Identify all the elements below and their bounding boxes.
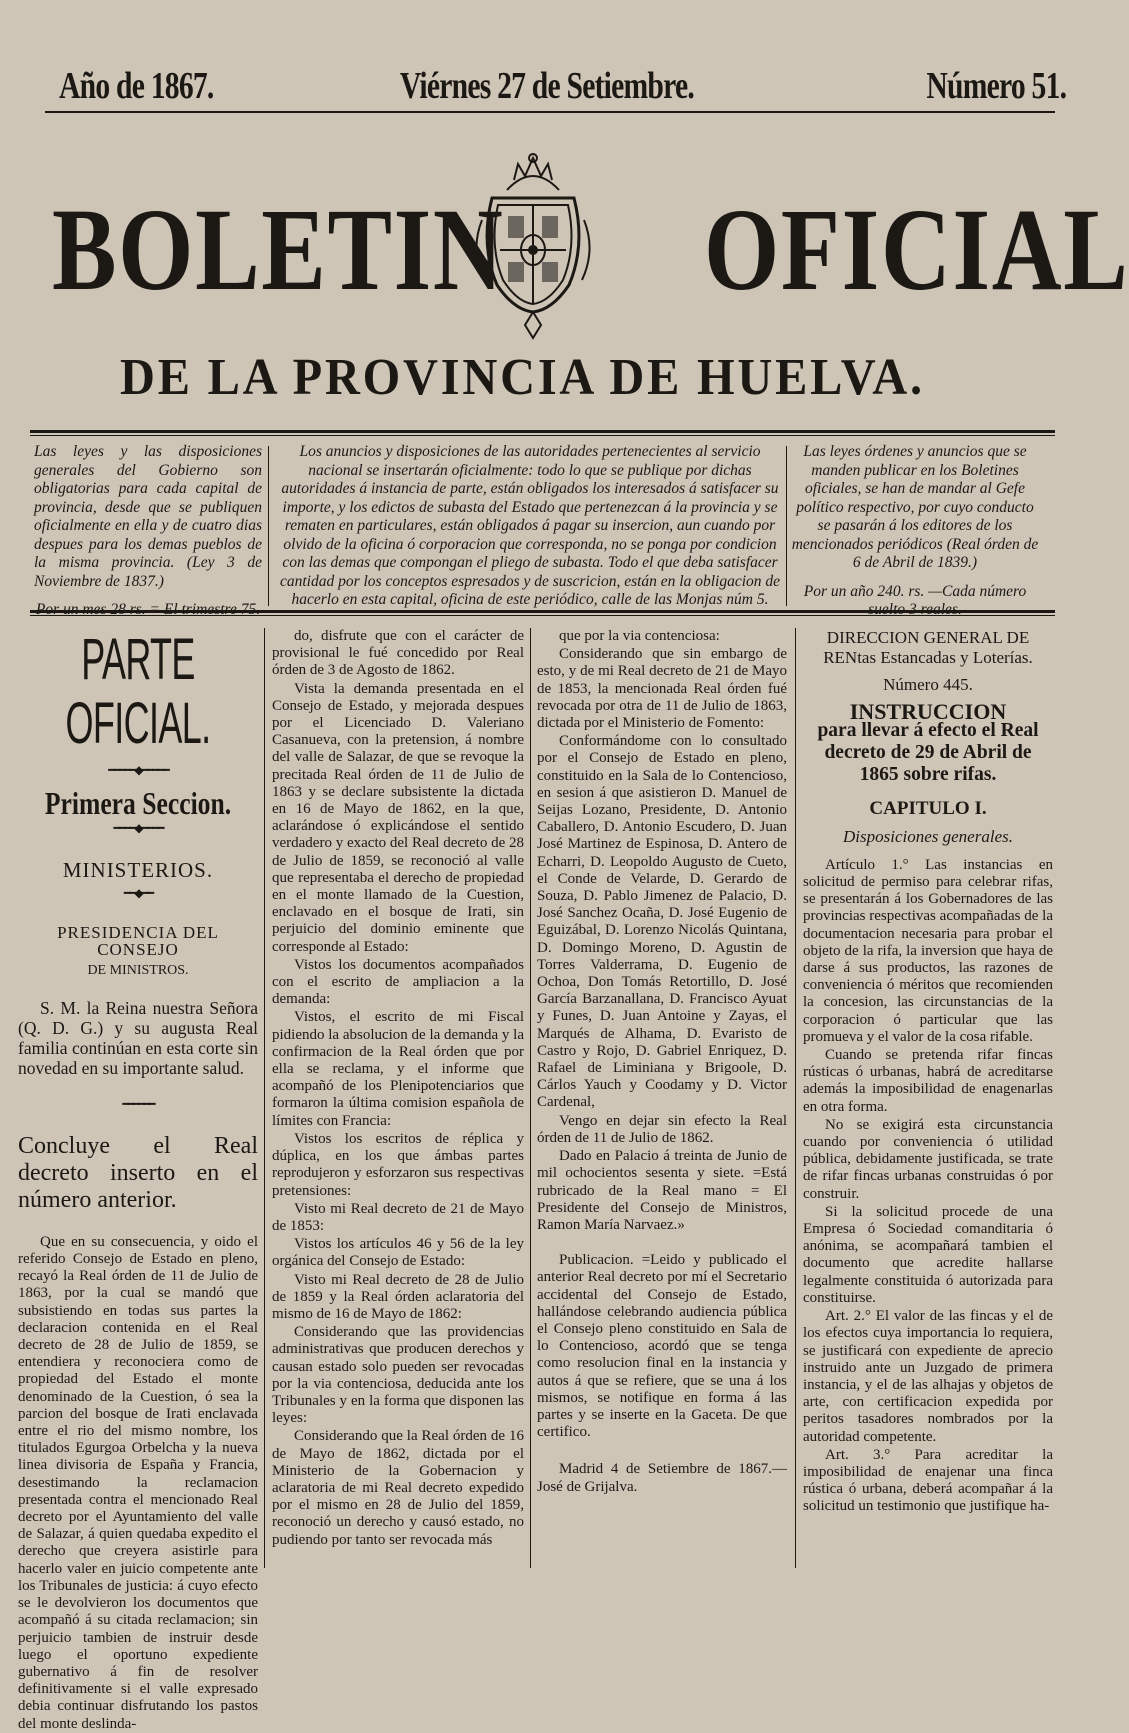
ornament: ━━━━◆━━━━ — [113, 821, 163, 836]
notice-laws-text: Las leyes y las disposiciones generales del Gobierno son obligatorias para cada capital de provincia, desde que se publiquen oficialmente en ella y de cuatro dias despues para los demas pueblos de la misma provincia. (Ley 3 de Noviembre de 1837.) — [34, 443, 262, 590]
royal-health-notice: S. M. la Reina nuestra Señora (Q. D. G.) y su augusta Real familia continúan en esta corte sin novedad en su importante salud. — [18, 997, 258, 1078]
paragraph: Visto mi Real decreto de 28 de Julio de 1859 y la Real órden aclaratoria del mismo de 16 de Mayo de 1862: — [272, 1271, 524, 1322]
issue-year: Año de 1867. — [59, 65, 214, 107]
signature: Madrid 4 de Setiembre de 1867.— José de Grijalva. — [537, 1461, 787, 1495]
coat-of-arms-icon — [462, 150, 604, 340]
paragraph: Artículo 1.° Las instancias en solicitud de permiso para celebrar rifas, se presentarán á los Gobernadores de las provincias respectivas acompañadas de la documentacion necesaria para probar el objeto de la rifa, la inversion que haya de darse á sus productos, las razones de conveniencia ó méritos que recomienden la concesion, las circunstancias de la corporacion ó particular que las promueva y el valor de la cosa rifable. — [803, 856, 1053, 1045]
divider — [30, 430, 1055, 433]
divider — [795, 628, 796, 1568]
directorate-heading: DIRECCION GENERAL DE RENtas Estancadas y Loterías. — [823, 628, 1033, 667]
paragraph: No se exigirá esta circunstancia cuando por conveniencia ó utilidad pública, debidamente justificada, se trate de rifar fincas urbanas construidas ó por construir. — [803, 1116, 1053, 1202]
issue-number: Número 51. — [926, 65, 1067, 107]
publication-note: Publicacion. =Leido y publicado el anterior Real decreto por mí el Secretario accidental del Consejo de Estado, hallándose celebrando audiencia pública el Consejo pleno constituido en Sala de lo Contencioso, acordó que se tenga como resolucion final en la instancia y autos á que se refiere, que se una á los mismos, se notifique en forma á las partes y se inserte en la Gaceta. De que certifico. — [537, 1252, 787, 1441]
ornament: ━━◆━━ — [123, 885, 153, 900]
paragraph: Vista la demanda presentada en el Consejo de Estado, y mejorada despues por el Licenciado D. Valeriano Casanueva, con la pretension, á nombre del valle de Salazar, de que se revoque la precitada Real órden de 11 de Julio de 1863 y se declare subsistente la dictada en 16 de Mayo de 1862, en la que, aclarándose ó explicándose el sentido verdadero y exacto del Real decreto de 28 de Julio de 1859, se reconoció al valle que representaba el derecho de propiedad en el monte llamado de la Cuestion, enclavado en el bosque de Irati, sin perjuicio del dominio eminente que corresponde al Estado: — [272, 680, 524, 955]
newspaper-subtitle: DE LA PROVINCIA DE HUELVA. — [120, 349, 925, 406]
paragraph: Vengo en dejar sin efecto la Real órden de 11 de Julio de 1862. — [537, 1112, 787, 1146]
divider — [30, 610, 1055, 613]
section-subheading: Primera Seccion. — [44, 785, 232, 822]
decree-heading: Concluye el Real decreto inserto en el número anterior. — [18, 1132, 258, 1213]
paragraph: Visto mi Real decreto de 21 de Mayo de 1853: — [272, 1200, 524, 1234]
ministries-heading: MINISTERIOS. — [62, 857, 214, 882]
section-heading: PARTE OFICIAL. — [65, 627, 211, 756]
paragraph: Vistos los escritos de réplica y dúplica, en los que ámbas partes reprodujeron y esforzaron sus respectivas pretensiones: — [272, 1130, 524, 1199]
instruction-subheading: para llevar á efecto el Real decreto de 29 de Abril de 1865 sobre rifas. — [817, 720, 1039, 786]
paragraph: Art. 2.° El valor de las fincas y el de los efectos cuya importancia lo requiera, se justificará con expediente de aprecio instruido ante un Juzgado de primera instancia, y el de las alhajas y objetos de arte, con certificacion expedida por peritos tasadores nombrados por la autoridad competente. — [803, 1308, 1053, 1445]
divider — [786, 446, 787, 606]
divider — [45, 111, 1055, 113]
divider — [530, 628, 531, 1568]
issue-date: Viérnes 27 de Setiembre. — [399, 65, 694, 107]
paragraph: Vistos los artículos 46 y 56 de la ley orgánica del Consejo de Estado: — [272, 1236, 524, 1270]
column-4 — [803, 628, 1053, 1588]
title-left: BOLETIN — [52, 184, 505, 315]
notice-orders-text: Las leyes órdenes y anuncios que se manden publicar en los Boletines oficiales, se han de mandar al Gefe político respectivo, por cuyo conducto se pasarán á los editores de los mencionados periódicos (Real órden de 6 de Abril de 1839.) — [791, 443, 1039, 571]
notice-announcements: Los anuncios y disposiciones de las autoridades pertenecientes al servicio nacional se insertarán oficialmente: todo lo que se publique por dichas autoridades á instancia de parte, están obligados los interesados á satisfacer su importe, y los edictos de subasta del Estado que pertenezcan á la provincia y se rematen en particulares, están obligados á pagar su insercion, aun cuando por olvido de la oficina ó corporacion que corresponda, no se ponga por condicion con las demas que compongan el pliego de subasta. Todo el que deba satisfacer cantidad por los conceptos espresados y de suscricion, están en la obligacion de hacerlo en esta capital, oficina de este periódico, calle de las Monjas núm 5. — [279, 443, 781, 608]
title-right: OFICIAL — [704, 184, 1129, 315]
paragraph: Vistos, el escrito de mi Fiscal pidiendo la absolucion de la demanda y la confirmacion de la Real órden que por ella se reclama, y el informe que acompañó de los Plenipotenciarios que formaron la última comision española de límites con Francia: — [272, 1009, 525, 1129]
document-number: Número 445. — [883, 675, 973, 694]
ornament: ━━━━━━ — [122, 1096, 154, 1111]
paragraph: Vistos los documentos acompañados con el escrito de ampliacion a la demanda: — [272, 956, 524, 1008]
masthead — [45, 64, 1067, 114]
chapter-heading: CAPITULO I. — [869, 798, 987, 820]
paragraph: Dado en Palacio á treinta de Junio de mil ochocientos sesenta y siete. =Está rubricado de la Real mano = El Presidente del Consejo de Ministros, Ramon María Narvaez.» — [537, 1148, 787, 1233]
paragraph: Art. 3.° Para acreditar la imposibilidad de enajenar una finca rústica ó urbana, deberá acompañar á la solicitud un testimonio que justifique ha- — [803, 1446, 1053, 1515]
presidency-heading: PRESIDENCIA DEL CONSEJO — [57, 923, 219, 960]
yearly-price: Por un año 240. rs. —Cada número suelto 3 reales. — [803, 582, 1027, 618]
paragraph: do, disfrute que con el carácter de provisional le fué concedido por Real órden de 3 de Agosto de 1862. — [272, 628, 524, 679]
column-3 — [537, 628, 787, 1588]
paragraph: Considerando que la Real órden de 16 de Mayo de 1862, dictada por el Ministerio de la Gobernacion y aclaratoria de mi Real decreto expedido por el mismo en 28 de Julio del 1859, reconoció un derecho y causó estado, no pudiendo por tanto ser revocada más — [272, 1428, 524, 1548]
paragraph: Cuando se pretenda rifar fincas rústicas ó urbanas, habrá de acreditarse además la imposibilidad de enagenarlas en otra forma. — [803, 1047, 1053, 1115]
presidency-subheading: DE MINISTROS. — [87, 963, 189, 979]
instruction-heading: INSTRUCCION — [849, 699, 1007, 725]
decree-text: Que en su consecuencia, y oido el referido Consejo de Estado en pleno, recayó la Real órden de 11 de Julio de 1863, por la cual se mandó que subsistiendo en todas sus partes la declaracion contenida en el Real decreto de 28 de Julio de 1859, se entendiera y reconociera como de propiedad del Estado el monte denominado de la Cuestion, ó sea la parcion del bosque de Irati enclavada entre el rio del mismo nombre, los titulados Egurgoa Orbelcha y la nueva linea divisoria de España y Francia, desestimando la reclamacion presentada contra el mencionado Real decreto por el Ayuntamiento del valle de Salazar, á quien quedaba expedito el derecho que creyera asistirle para hacerlo valer en juicio competente ante los Tribunales de justicia: á cuyo efecto se le devolvieron los documentos que acompañó á su citada reclamacion; sin perjuicio tambien de instruir desde luego el oportuno expediente gubernativo á fin de resolver definitivamente si el valle expresado debia continuar disfrutando los pastos del monte deslinda- — [18, 1233, 258, 1732]
column-1 — [18, 627, 258, 1732]
column-2 — [272, 628, 524, 1588]
notice-orders — [790, 443, 1040, 620]
paragraph: Si la solicitud procede de una Empresa ó Sociedad comanditaria ó anónima, se acompañará tambien el documento que acredite hallarse legalmente constituida ó autorizada para constituirse. — [803, 1203, 1053, 1306]
ornament: ━━━━━◆━━━━━ — [108, 763, 168, 777]
paragraph: Considerando que las providencias administrativas que producen derechos y causan estado solo pueden ser revocadas por la via contenciosa, deducida ante los Tribunales y en la forma que disponen las leyes: — [272, 1324, 524, 1427]
divider — [30, 435, 1055, 436]
monthly-price: Por un mes 28 rs. = El trimestre 75. — [35, 601, 261, 618]
divider — [268, 446, 269, 606]
chapter-subheading: Disposiciones generales. — [843, 826, 1013, 846]
paragraph: Conformándome con lo consultado por el Consejo de Estado en pleno, constituido en la Sala de lo Contencioso, en sesion á que asistieron D. Manuel de Seijas Lozano, Presidente, D. Antonio Caballero, D. Antonio Escudero, D. Juan José Martinez de Espinosa, D. Antero de Echarri, D. Leopoldo Augusto de Cueto, el Conde de Velarde, D. Gerardo de Souza, D. Pablo Jimenez de Palacio, D. José Sanchez Ocaña, D. José Eugenio de Eguizábal, D. Lorenzo Nicolás Quintana, D. Domingo Moreno, D. Agustin de Torres Valderrama, D. Eugenio de Ochoa, Don Tomás Retortillo, D. José García Barzanallana, D. Francisco Ayuat y Funes, D. Juan Antoine y Zayas, el Marqués de Alhama, D. Evaristo de Castro y Rojo, D. Gabriel Enriquez, D. Rafael de Liminiana y Brigoole, D. Cárlos Yauch y Coodamy y D. Victor Cardenal, — [537, 733, 787, 1111]
divider — [30, 615, 1055, 616]
divider — [264, 628, 265, 1568]
paragraph: que por la via contenciosa: — [559, 628, 720, 644]
notice-laws — [34, 443, 262, 620]
paragraph: Considerando que sin embargo de esto, y de mi Real decreto de 21 de Mayo de 1853, la mencionada Real órden fué revocada por otra de 11 de Julio de 1863, dictada por el Ministerio de Fomento: — [537, 646, 787, 732]
